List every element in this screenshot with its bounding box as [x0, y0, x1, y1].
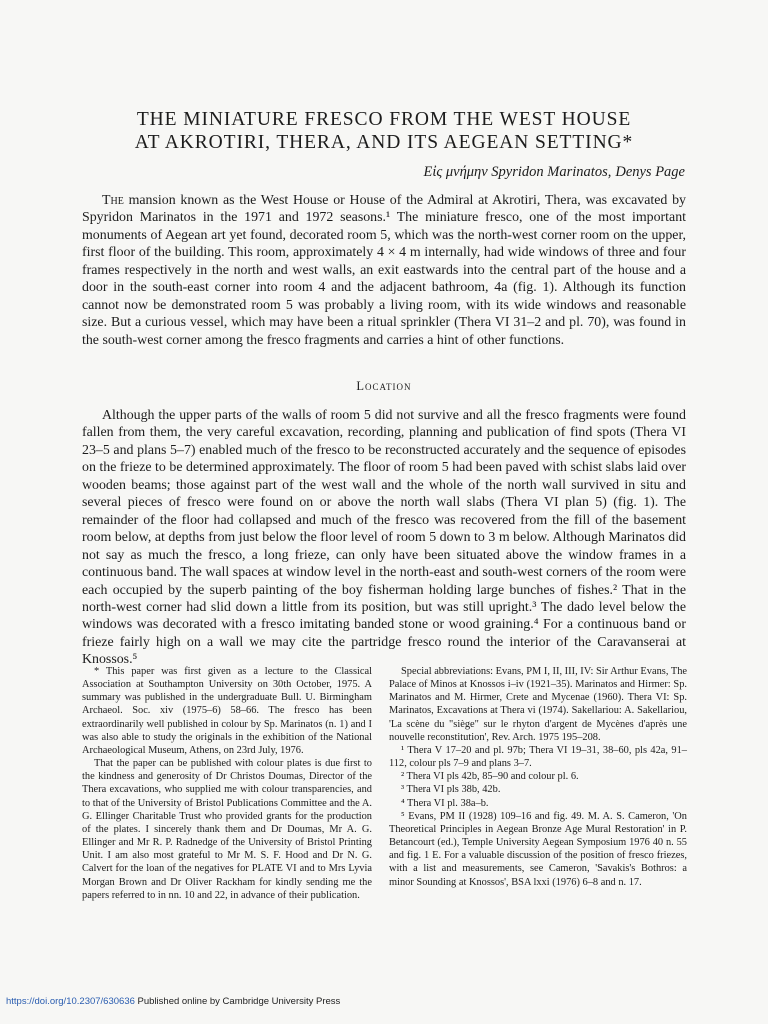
doi-link[interactable]: https://doi.org/10.2307/630636 — [6, 996, 135, 1007]
intro-dropcap: The — [102, 193, 124, 208]
footnote-4: ⁴ Thera VI pl. 38a–b. — [401, 797, 489, 809]
footnote-5: ⁵ Evans, PM II (1928) 109–16 and fig. 49. M. A. S. Cameron, 'On Theoretical Principles in Aegean Bronze Age Mural Restoration' in P. Betancourt (ed.), Temple University Aegean Symposium 1976 40 n. 55 and fig. 1 E. For a valuable discussion of the position of fresco friezes, with a list and measurements, see Cameron, 'Savakis's Bothros: a minor Sounding at Knossos', BSA lxxi (1976) 6–8 and n. 17. — [389, 810, 687, 888]
footnote-abbreviations: Special abbreviations: Evans, PM I, II, III, IV: Sir Arthur Evans, The Palace of Minos at Knossos i–iv (1921–35). Marinatos and Hirmer: Sp. Marinatos and M. Hirmer, Crete and Mycenae (1960). Thera VI: Sp. Marinatos, Excavations at Thera vi (1974). Sakellariou: A. Sakellariou, 'La scène du "siège" sur le rhyton d'argent de Mycènes d'après une nouvelle reconstitution', Rev. Arch. 1975 195–208. — [389, 666, 687, 743]
title-line-1: THE MINIATURE FRESCO FROM THE WEST HOUSE — [136, 109, 632, 130]
location-text: Although the upper parts of the walls of room 5 did not survive and all the fresco fragments were found fallen from them, the very careful excavation, recording, planning and publication of find spots (Thera VI 23–5 and plans 5–7) enabled much of the fresco to be reconstructed accurately and the sequence of episodes on the frieze to be determined approximately. The floor of room 5 had been paved with schist slabs laid over wooden beams; those against part of the west wall and the whole of the north wall survived in situ and several pieces of fresco were found on or above the north wall slabs (Thera VI plan 5) (fig. 1). The remainder of the floor had collapsed and much of the fresco was recovered from the fill of the basement room below, at depths from just below the floor level of room 5 down to 3 m below. Although Marinatos did not say as much the fresco, a long frieze, can only have been situated above the window frames in a continuous band. The wall spaces at window level in the north-east and south-west corners of the room were each occupied by the superb painting of the boy fisherman holding large bunches of fishes.² That in the north-west corner had slid down a little from its position, but was still upright.³ The dado level below the windows was decorated with a fresco imitating banded stone or wood graining.⁴ For a continuous band or frieze fairly high on a wall we may cite the partridge fresco round the interior of the Caravanserai at Knossos.⁵ — [82, 408, 686, 668]
dedication: Εἰς μνήμην Spyridon Marinatos, — [423, 164, 612, 180]
publisher-note: Published online by Cambridge University Press — [134, 996, 341, 1007]
section-heading-location: Location — [356, 379, 412, 393]
title-line-2: AT AKROTIRI, THERA, AND ITS AEGEAN SETTING* — [134, 132, 634, 153]
footnote-3: ³ Thera VI pls 38b, 42b. — [401, 784, 501, 796]
footnote-star: * This paper was first given as a lecture to the Classical Association at Southampton University on 30th October, 1975. A summary was published in the undergraduate Bull. U. Birmingham Archaeol. Soc. xiv (1975–6) 58–66. The fresco has been extraordinarily well published in colour by Sp. Marinatos (n. 1) and I was also able to study the originals in the exhibition of the National Archaeological Museum, Athens, on 23rd July, 1976. — [82, 666, 372, 756]
intro-text: mansion known as the West House or House of the Admiral at Akrotiri, Thera, was excavated by Spyridon Marinatos in the 1971 and 1972 seasons.¹ The miniature fresco, one of the most important monuments of Aegean art yet found, decorated room 5, which was the north-west corner room on the upper, first floor of the building. This room, approximately 4 × 4 m internally, had wide windows of three and four frames respectively in the north and west walls, an exit eastwards into the central part of the house and a door in the south-east corner into room 4 and the adjacent bathroom, 4a (fig. 1). Although its function cannot now be demonstrated room 5 was probably a living room, with its wide windows and reasonable size. But a curious vessel, which may have been a ritual sprinkler (Thera VI 31–2 and pl. 70), was found in the south-west corner among the fresco fragments and carries a hint of other functions. — [82, 193, 686, 348]
author-name: Denys Page — [615, 164, 685, 180]
footnote-2: ² Thera VI pls 42b, 85–90 and colour pl. 6. — [401, 771, 579, 783]
footnote-1: ¹ Thera V 17–20 and pl. 97b; Thera VI 19–31, 38–60, pls 42a, 91–112, colour pls 7–9 and plans 3–7. — [389, 744, 687, 770]
footnotes-right-column — [389, 665, 687, 889]
page-footer — [6, 996, 340, 1007]
byline — [423, 164, 685, 181]
footnote-acknowledgements: That the paper can be published with colour plates is due first to the kindness and generosity of Dr Christos Doumas, Director of the Thera excavations, who supplied me with colour transparencies, and to that of the University of Bristol Publications Committee and the A. G. Ellinger Charitable Trust who provided grants for the production of the plates. I sincerely thank them and Dr Doumas, Mr A. G. Ellinger and Mr R. P. Radnedge of the University of Bristol Printing Unit. I am also most grateful to Mr M. S. F. Hood and Dr N. G. Calvert for the loan of the negatives for PLATE VI and to Mrs Lyvia Morgan Brown and Dr Oliver Rackham for kindly sending me the papers referred to in nn. 10 and 22, in advance of their publication. — [82, 758, 372, 901]
intro-paragraph — [82, 192, 686, 349]
location-paragraph — [82, 407, 686, 669]
article-title — [60, 108, 708, 154]
footnotes-left-column — [82, 665, 372, 902]
